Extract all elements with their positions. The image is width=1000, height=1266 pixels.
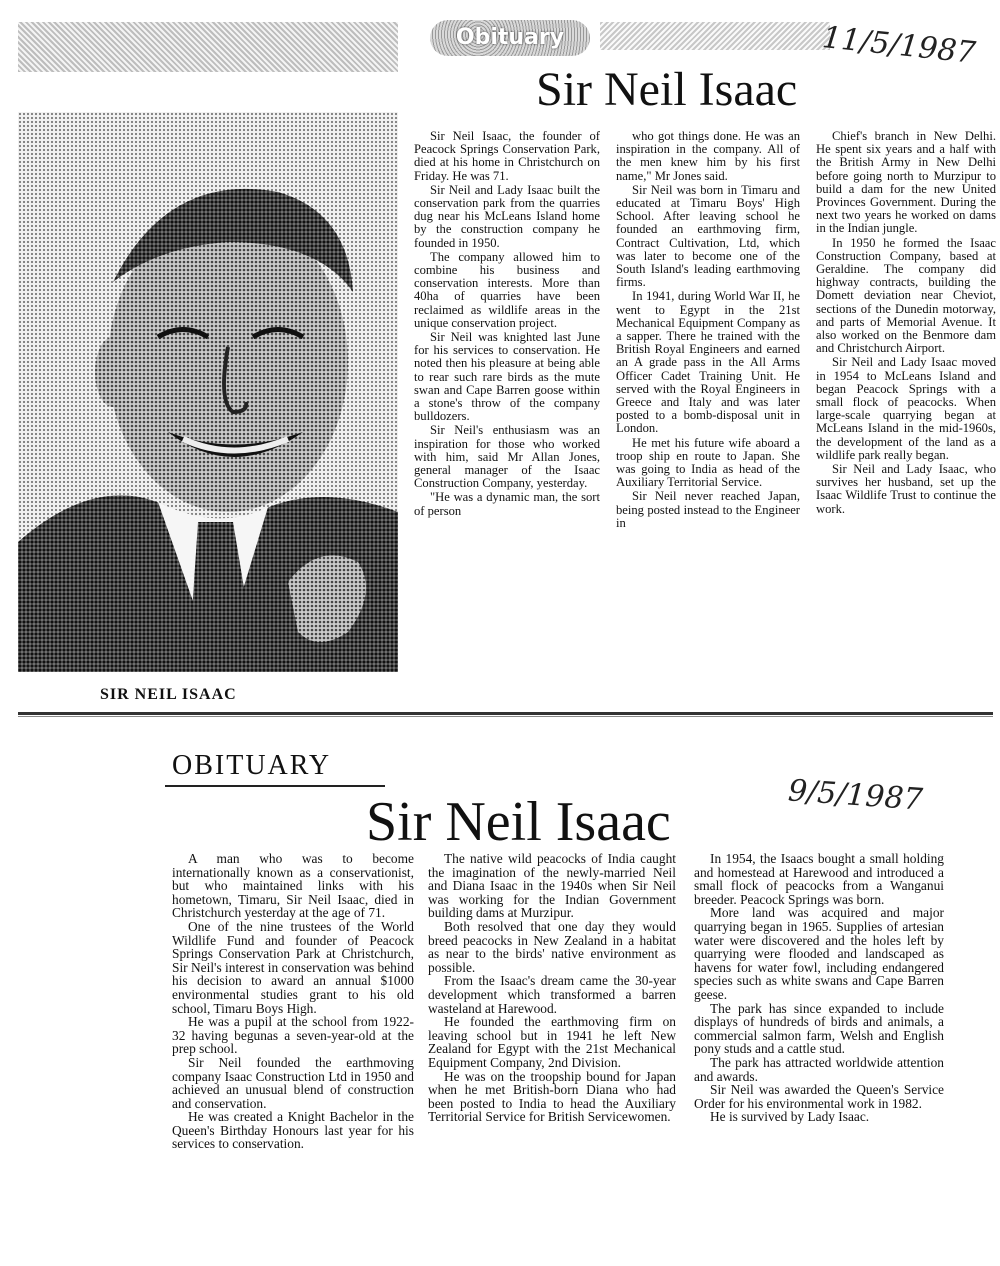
paragraph: One of the nine trustees of the World Wildlife Fund and founder of Peacock Springs Conservation Park at Christchurch, Sir Neil's interest in conservation was behind his decision to award an annual $1000 environmental studies grant to his old school, Timaru Boys High. <box>172 918 414 1016</box>
paragraph: A man who was to become internationally known as a conservationist, but who maintained links with his hometown, Timaru, Sir Neil Isaac, died in Christchurch yesterday at the age of 71. <box>172 851 414 921</box>
headline-2: Sir Neil Isaac <box>366 791 671 853</box>
article-divider-thin <box>18 716 993 717</box>
portrait-photo <box>18 112 398 672</box>
article-divider <box>18 712 993 715</box>
article1-column-1 <box>414 130 600 518</box>
paragraph: "He was a dynamic man, the sort of person <box>414 490 600 518</box>
paragraph: Sir Neil and Lady Isaac built the conservation park from the quarries dug near his McLeans Island home by the construction company he founded in 1950. <box>414 182 600 250</box>
paragraph: In 1950 he formed the Isaac Construction Company, based at Geraldine. The company did highway contracts, building the Domett deviation near Cheviot, sections of the Dunedin motorway, and parts of Memorial Avenue. It also worked on the Benmore dam and Christchurch Airport. <box>816 235 996 356</box>
paragraph: who got things done. He was an inspiration in the company. All of the men knew him by his first name," Mr Jones said. <box>616 129 800 183</box>
handwritten-date-1: 11/5/1987 <box>820 20 978 71</box>
paragraph: The park has since expanded to include displays of hundreds of birds and animals, a commercial salmon farm, Welsh and English pony studs and a cattle stud. <box>694 1000 944 1057</box>
paragraph: The native wild peacocks of India caught the imagination of the newly-married Neil and Diana Isaac in the 1940s when Sir Neil was working for the Indian Government building dams at Murzipur. <box>428 851 676 921</box>
portrait-illustration <box>18 112 398 672</box>
paragraph: He met his future wife aboard a troop ship en route to Japan. She was going to India as head of the Auxiliary Territorial Service. <box>616 435 800 490</box>
article2-column-1 <box>172 852 414 1151</box>
section-tag-obituary-2: OBITUARY <box>172 750 332 781</box>
section-underline <box>165 785 385 787</box>
paragraph: He was a pupil at the school from 1922-32 having begunas a seven-year-old at the prep school. <box>172 1014 414 1057</box>
article2-column-3 <box>694 852 944 1124</box>
paragraph: From the Isaac's dream came the 30-year development which transformed a barren wasteland at Harewood. <box>428 973 676 1016</box>
paragraph: The park has attracted worldwide attention and awards. <box>694 1054 944 1084</box>
paragraph: He was on the troopship bound for Japan when he met British-born Diana who had been posted to India to head the Auxiliary Territorial Service for British Servicewomen. <box>428 1068 676 1125</box>
paragraph: Sir Neil was born in Timaru and educated at Timaru Boys' High School. After leaving school he founded an earthmoving firm, Contract Cultivation, Ltd, which was later to become one of the South Island's leading earthmoving firms. <box>616 182 800 290</box>
paragraph: Both resolved that one day they would breed peacocks in New Zealand in a habitat as near to the birds' native environment as possible. <box>428 918 676 975</box>
paragraph: Sir Neil was knighted last June for his services to conservation. He noted then his pleasure at being able to rear such rare birds as the mute swan and Cape Barren goose within a stone's throw of the company bulldozers. <box>414 330 600 424</box>
paragraph: More land was acquired and major quarrying began in 1965. Supplies of artesian water were discovered and the holes left by quarrying were flooded and landscaped as havens for water fowl, including endangered species such as white swans and Cape Barren geese. <box>694 905 944 1002</box>
paragraph: Sir Neil was awarded the Queen's Service Order for his environmental work in 1982. <box>694 1082 944 1111</box>
header-texture-strip-right <box>600 22 830 50</box>
paragraph: Sir Neil and Lady Isaac, who survives her husband, set up the Isaac Wildlife Trust to continue the work. <box>816 462 996 516</box>
paragraph: He founded the earthmoving firm on leaving school but in 1941 he left New Zealand for Egypt with the 21st Mechanical Equipment Company, 2nd Division. <box>428 1014 676 1070</box>
paragraph: He is survived by Lady Isaac. <box>710 1109 870 1125</box>
paragraph: He was created a Knight Bachelor in the Queen's Birthday Honours last year for his services to conservation. <box>172 1109 414 1152</box>
paragraph: Sir Neil's enthusiasm was an inspiration for those who worked with him, said Mr Allan Jones, general manager of the Isaac Construction Company, yesterday. <box>414 423 600 491</box>
article1-column-2 <box>616 130 800 530</box>
paragraph: The company allowed him to combine his business and conservation interests. More than 40ha of quarries have been reclaimed as wildlife areas in the unique conservation project. <box>414 249 600 330</box>
paragraph: Sir Neil founded the earthmoving company Isaac Construction Ltd in 1950 and achieved an unusual blend of construction and conservation. <box>172 1054 414 1111</box>
article2-column-2 <box>428 852 676 1124</box>
article1-column-3 <box>816 130 996 516</box>
section-tag-obituary: Obituary <box>430 20 590 56</box>
paragraph: Sir Neil never reached Japan, being posted instead to the Engineer in <box>616 489 800 530</box>
paragraph: Sir Neil and Lady Isaac moved in 1954 to McLeans Island and began Peacock Springs with a small flock of peacocks. When large-scale quarrying began at McLeans Island in the mid-1960s, the development of the land as a wildlife park really began. <box>816 355 996 462</box>
headline-1: Sir Neil Isaac <box>536 63 798 116</box>
header-texture-strip <box>18 22 398 72</box>
paragraph: In 1941, during World War II, he went to Egypt in the 21st Mechanical Equipment Company as a sapper. There he trained with the British Royal Engineers and earned an A grade pass in the All Arms Officer Cadet Training Unit. He served with the Royal Engineers in Greece and Italy and was later posted to a bomb-disposal unit in London. <box>616 289 800 436</box>
handwritten-date-2: 9/5/1987 <box>786 773 924 818</box>
paragraph: Chief's branch in New Delhi. He spent six years and a half with the British Army in New Delhi before going north to Murzipur to build a dam for the new United Provinces Government. During the next two years he worked on dams in the Indian jungle. <box>816 129 996 236</box>
paragraph: Sir Neil Isaac, the founder of Peacock Springs Conservation Park, died at his home in Christchurch on Friday. He was 71. <box>414 129 600 183</box>
paragraph: In 1954, the Isaacs bought a small holding and homestead at Harewood and introduced a small flock of peacocks from a Wanganui breeder. Peacock Springs was born. <box>694 851 944 907</box>
photo-caption: SIR NEIL ISAAC <box>100 686 237 703</box>
